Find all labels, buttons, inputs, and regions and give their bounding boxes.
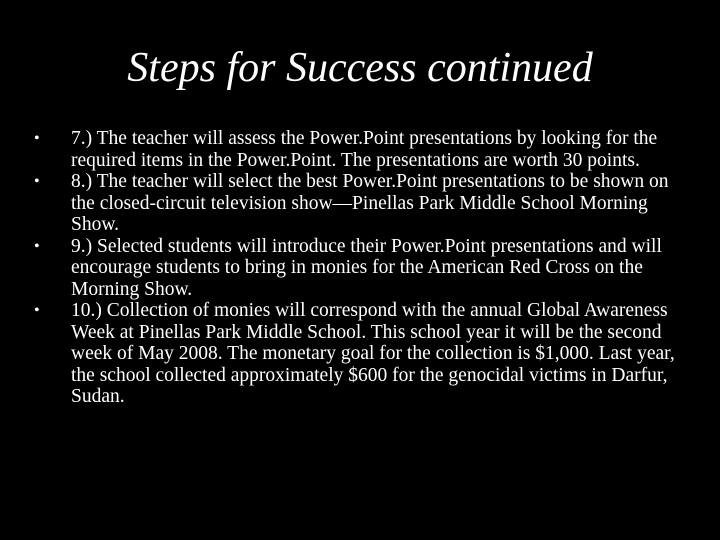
bullet-icon: • xyxy=(34,302,40,319)
bullet-item xyxy=(34,236,684,301)
bullet-icon: • xyxy=(34,237,40,255)
bullet-text: 10.) Collection of monies will correspond with the annual Global Awareness Week at Pinellas Park Middle School. This school year it will be the second week of May 2008. The monetary goal for the collection is $1,000. Last year, the school collected approximately $600 for the genocidal victims in Darfur, Sudan. xyxy=(71,300,675,407)
bullet-text: 9.) Selected students will introduce their Power.Point presentations and will encourage students to bring in monies for the American Red Cross on the Morning Show. xyxy=(71,235,662,300)
bullet-text: 8.) The teacher will select the best Power.Point presentations to be shown on the closed-circuit television show—Pinellas Park Middle School Morning Show. xyxy=(71,171,669,235)
bullet-list xyxy=(34,128,684,408)
bullet-item xyxy=(34,300,684,408)
bullet-item xyxy=(34,171,684,236)
slide-title: Steps for Success continued xyxy=(127,45,593,91)
bullet-item xyxy=(34,128,684,171)
bullet-text: 7.) The teacher will assess the Power.Point presentations by looking for the required items in the Power.Point. The presentations are worth 30 points. xyxy=(71,128,658,171)
bullet-icon: • xyxy=(34,130,40,147)
bullet-icon: • xyxy=(34,173,40,190)
